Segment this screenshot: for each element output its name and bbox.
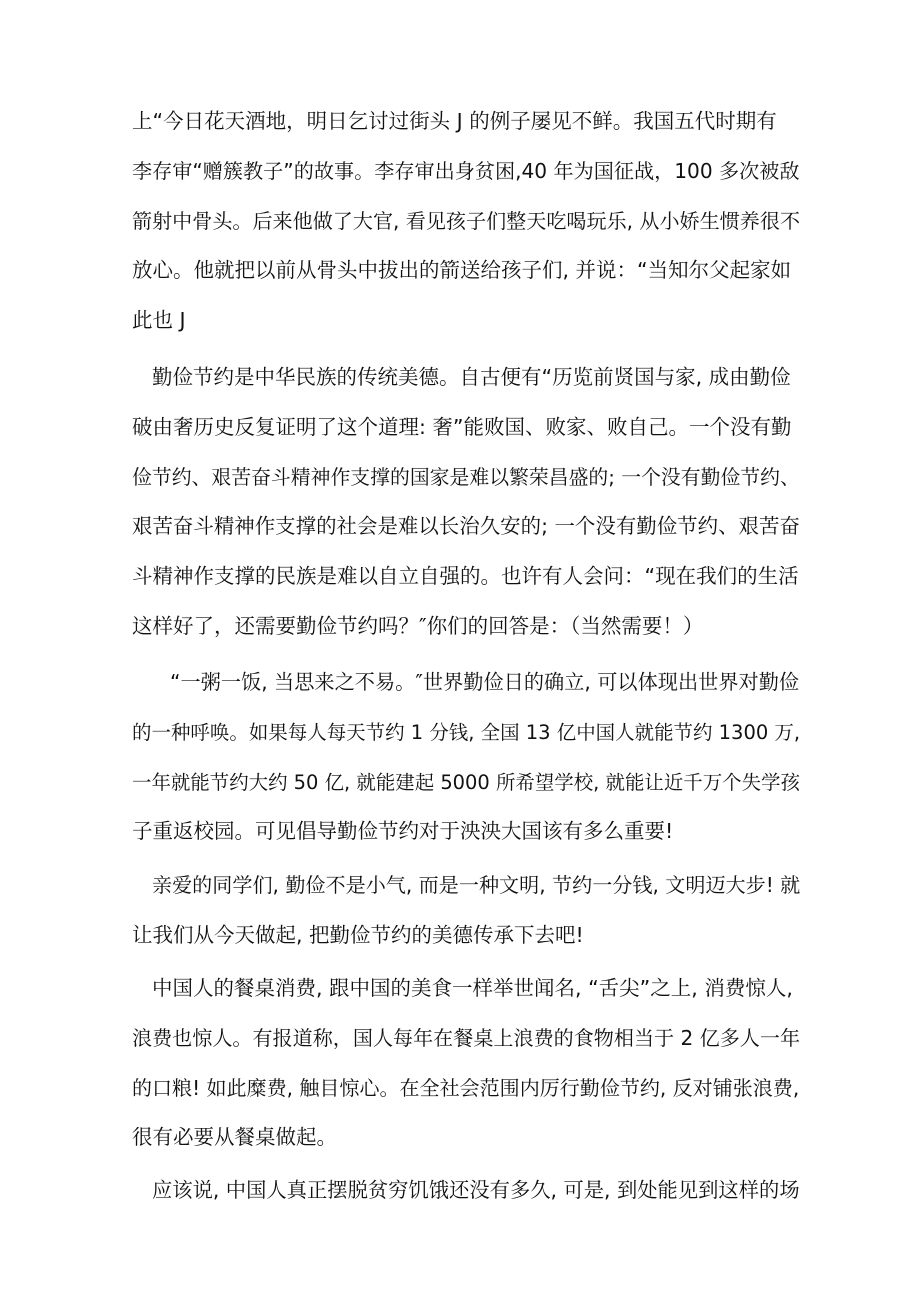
text-line: 俭节约、艰苦奋斗精神作支撑的国家是难以繁荣昌盛的; 一个没有勤俭节约、 [132, 465, 800, 489]
paragraph-world-thrift-day [132, 658, 801, 857]
paragraph-arrow-story [132, 97, 801, 346]
text-line: 放心。他就把以前从骨头中拔出的箭送给孩子们, 并说：“当知尔父起家如 [132, 258, 792, 283]
text-line: 很有必要从餐桌做起。 [132, 1125, 337, 1150]
text-line: 一年就能节约大约 50 亿, 就能建起 5000 所希望学校, 就能让近千万个失学孩 [132, 770, 800, 794]
text-line: “一粥一饭, 当思来之不易。″世界勤俭日的确立, 可以体现出世界对勤俭 [170, 670, 800, 694]
text-line: 艰苦奋斗精神作支撑的社会是难以长治久安的; 一个没有勤俭节约、艰苦奋 [132, 514, 800, 539]
text-line: 这样好了，还需要勤俭节约吗？″你们的回答是：（当然需要！） [132, 613, 704, 638]
text-line: 浪费也惊人。有报道称，国人每年在餐桌上浪费的食物相当于 2 亿多人一年 [132, 1025, 801, 1050]
text-line: 破由奢历史反复证明了这个道理: 奢”能败国、败家、败自己。一个没有勤 [132, 414, 792, 439]
text-line: 箭射中骨头。后来他做了大官, 看见孩子们整天吃喝玩乐, 从小娇生惯养很不 [132, 208, 801, 233]
text-line: 此也 J [132, 308, 186, 333]
text-line: 斗精神作支撑的民族是难以自立自强的。也许有人会问：“现在我们的生活 [132, 564, 799, 589]
text-line: 的口粮! 如此糜费, 触目惊心。在全社会范围内厉行勤俭节约, 反对铺张浪费, [132, 1075, 800, 1100]
paragraph-dining-waste [132, 964, 801, 1163]
text-line: 的一种呼唤。如果每人每天节约 1 分钱, 全国 13 亿中国人就能节约 1300 万, [132, 720, 801, 744]
text-line: 子重返校园。可见倡导勤俭节约对于泱泱大国该有多么重要! [132, 819, 674, 844]
paragraph-escape-poverty [132, 1166, 800, 1216]
paragraph-dear-classmates [132, 861, 801, 961]
text-line: 亲爱的同学们, 勤俭不是小气, 而是一种文明, 节约一分钱, 文明迈大步! 就 [152, 873, 801, 897]
paragraph-thrift-virtue [132, 353, 800, 652]
text-line: 勤俭节约是中华民族的传统美德。自古便有“历览前贤国与家, 成由勤俭 [152, 365, 791, 389]
text-line: 中国人的餐桌消费, 跟中国的美食一样举世闻名, “舌尖”之上, 消费惊人, [152, 976, 793, 1000]
text-line: 让我们从今天做起, 把勤俭节约的美德传承下去吧! [132, 922, 584, 947]
text-line: 李存审“赠簇教子”的故事。李存审出身贫困,40 年为国征战，100 多次被敌 [132, 158, 800, 183]
text-line: 应该说, 中国人真正摆脱贫穷饥饿还没有多久, 可是, 到处能见到这样的场 [152, 1178, 800, 1202]
text-line: 上“今日花天酒地，明日乞讨过街头 J 的例子屡见不鲜。我国五代时期有 [132, 109, 777, 133]
